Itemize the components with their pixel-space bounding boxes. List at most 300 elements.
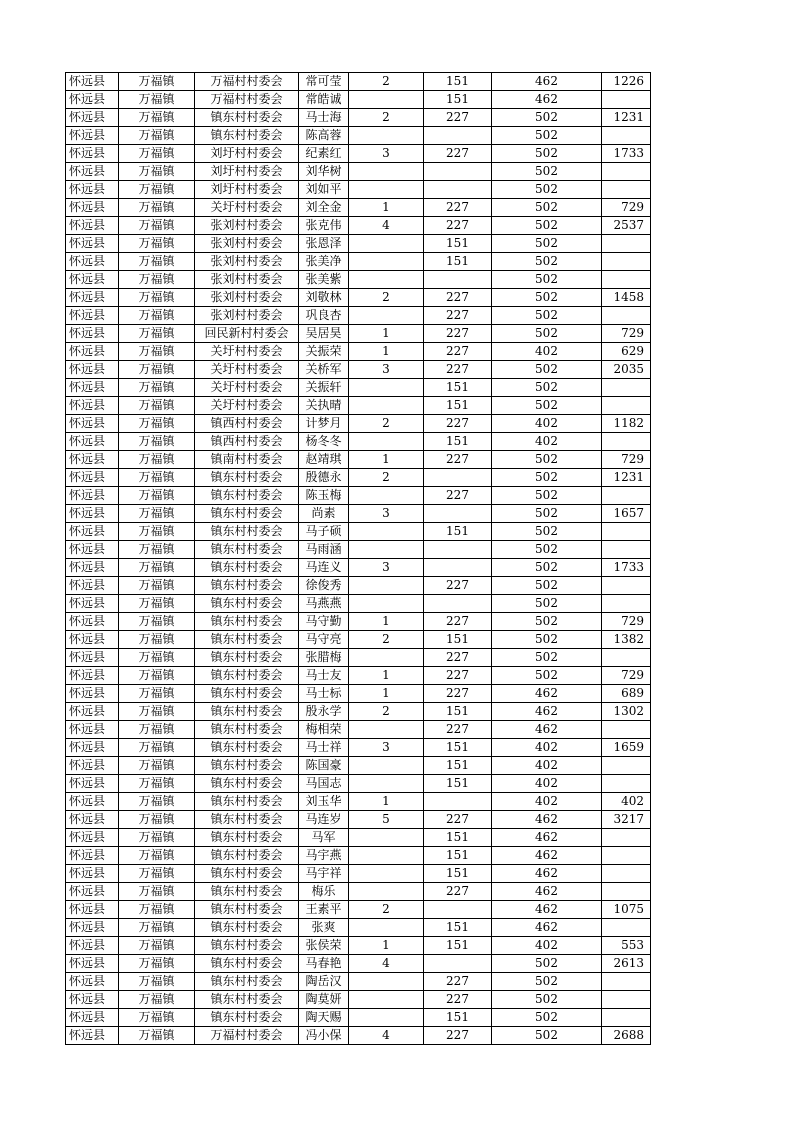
household-size-cell [349, 181, 424, 199]
table-row [66, 811, 651, 829]
name-cell: 刘全金 [299, 199, 349, 217]
name-cell: 马雨涵 [299, 541, 349, 559]
amount-a-cell [424, 541, 492, 559]
county-cell: 怀远县 [66, 343, 119, 361]
name-cell: 陶天赐 [299, 1009, 349, 1027]
household-size-cell [349, 433, 424, 451]
household-size-cell: 3 [349, 559, 424, 577]
town-cell: 万福镇 [119, 325, 195, 343]
county-cell: 怀远县 [66, 361, 119, 379]
name-cell: 张恩泽 [299, 235, 349, 253]
amount-b-cell: 462 [492, 919, 602, 937]
town-cell: 万福镇 [119, 433, 195, 451]
name-cell: 关执晴 [299, 397, 349, 415]
amount-a-cell [424, 271, 492, 289]
amount-a-cell: 227 [424, 415, 492, 433]
table-row [66, 397, 651, 415]
name-cell: 关振荣 [299, 343, 349, 361]
table-row [66, 109, 651, 127]
table-row [66, 361, 651, 379]
county-cell: 怀远县 [66, 631, 119, 649]
name-cell: 马守亮 [299, 631, 349, 649]
amount-b-cell: 502 [492, 991, 602, 1009]
town-cell: 万福镇 [119, 631, 195, 649]
name-cell: 冯小保 [299, 1027, 349, 1045]
name-cell: 殷永学 [299, 703, 349, 721]
village-cell: 镇东村村委会 [195, 829, 299, 847]
table-row [66, 955, 651, 973]
county-cell: 怀远县 [66, 919, 119, 937]
table-row [66, 667, 651, 685]
household-size-cell: 1 [349, 793, 424, 811]
table-row [66, 685, 651, 703]
household-size-cell [349, 523, 424, 541]
amount-a-cell: 227 [424, 307, 492, 325]
town-cell: 万福镇 [119, 217, 195, 235]
amount-b-cell: 502 [492, 595, 602, 613]
town-cell: 万福镇 [119, 667, 195, 685]
table-row [66, 703, 651, 721]
name-cell: 陶岳汉 [299, 973, 349, 991]
total-cell [602, 847, 651, 865]
county-cell: 怀远县 [66, 523, 119, 541]
total-cell [602, 307, 651, 325]
total-cell: 1302 [602, 703, 651, 721]
amount-b-cell: 502 [492, 253, 602, 271]
table-row [66, 487, 651, 505]
town-cell: 万福镇 [119, 253, 195, 271]
county-cell: 怀远县 [66, 649, 119, 667]
amount-b-cell: 402 [492, 433, 602, 451]
amount-b-cell: 502 [492, 199, 602, 217]
county-cell: 怀远县 [66, 613, 119, 631]
village-cell: 张刘村村委会 [195, 289, 299, 307]
name-cell: 陈玉梅 [299, 487, 349, 505]
name-cell: 刘玉华 [299, 793, 349, 811]
town-cell: 万福镇 [119, 919, 195, 937]
table-row [66, 829, 651, 847]
household-size-cell: 1 [349, 199, 424, 217]
village-cell: 镇东村村委会 [195, 127, 299, 145]
village-cell: 镇东村村委会 [195, 991, 299, 1009]
amount-b-cell: 402 [492, 793, 602, 811]
town-cell: 万福镇 [119, 235, 195, 253]
household-size-cell [349, 577, 424, 595]
county-cell: 怀远县 [66, 127, 119, 145]
amount-a-cell: 227 [424, 991, 492, 1009]
town-cell: 万福镇 [119, 829, 195, 847]
amount-b-cell: 502 [492, 397, 602, 415]
amount-b-cell: 462 [492, 865, 602, 883]
amount-b-cell: 402 [492, 415, 602, 433]
household-size-cell: 2 [349, 415, 424, 433]
household-size-cell [349, 973, 424, 991]
total-cell: 1226 [602, 73, 651, 91]
village-cell: 镇东村村委会 [195, 631, 299, 649]
table-row [66, 199, 651, 217]
village-cell: 镇东村村委会 [195, 595, 299, 613]
village-cell: 镇东村村委会 [195, 721, 299, 739]
town-cell: 万福镇 [119, 901, 195, 919]
table-row [66, 595, 651, 613]
town-cell: 万福镇 [119, 181, 195, 199]
total-cell [602, 523, 651, 541]
name-cell: 马燕燕 [299, 595, 349, 613]
county-cell: 怀远县 [66, 577, 119, 595]
amount-b-cell: 502 [492, 109, 602, 127]
household-size-cell [349, 919, 424, 937]
town-cell: 万福镇 [119, 379, 195, 397]
county-cell: 怀远县 [66, 1009, 119, 1027]
name-cell: 刘如平 [299, 181, 349, 199]
village-cell: 万福村村委会 [195, 91, 299, 109]
amount-b-cell: 462 [492, 91, 602, 109]
town-cell: 万福镇 [119, 109, 195, 127]
county-cell: 怀远县 [66, 451, 119, 469]
village-cell: 镇东村村委会 [195, 559, 299, 577]
amount-a-cell: 151 [424, 847, 492, 865]
town-cell: 万福镇 [119, 397, 195, 415]
amount-b-cell: 502 [492, 559, 602, 577]
household-size-cell: 5 [349, 811, 424, 829]
table-row [66, 721, 651, 739]
name-cell: 马守勤 [299, 613, 349, 631]
total-cell [602, 577, 651, 595]
amount-b-cell: 502 [492, 631, 602, 649]
amount-a-cell: 227 [424, 973, 492, 991]
amount-a-cell: 227 [424, 451, 492, 469]
table-row [66, 127, 651, 145]
name-cell: 常皓诚 [299, 91, 349, 109]
county-cell: 怀远县 [66, 991, 119, 1009]
amount-a-cell: 151 [424, 919, 492, 937]
village-cell: 张刘村村委会 [195, 271, 299, 289]
amount-a-cell: 151 [424, 91, 492, 109]
amount-a-cell: 151 [424, 757, 492, 775]
town-cell: 万福镇 [119, 649, 195, 667]
household-size-cell [349, 397, 424, 415]
town-cell: 万福镇 [119, 883, 195, 901]
table-row [66, 379, 651, 397]
total-cell [602, 775, 651, 793]
household-size-cell [349, 163, 424, 181]
amount-a-cell: 227 [424, 685, 492, 703]
county-cell: 怀远县 [66, 703, 119, 721]
table-row [66, 271, 651, 289]
amount-b-cell: 502 [492, 523, 602, 541]
town-cell: 万福镇 [119, 487, 195, 505]
total-cell [602, 487, 651, 505]
amount-b-cell: 502 [492, 181, 602, 199]
county-cell: 怀远县 [66, 937, 119, 955]
town-cell: 万福镇 [119, 451, 195, 469]
amount-b-cell: 502 [492, 505, 602, 523]
county-cell: 怀远县 [66, 433, 119, 451]
town-cell: 万福镇 [119, 145, 195, 163]
county-cell: 怀远县 [66, 595, 119, 613]
household-size-cell [349, 829, 424, 847]
town-cell: 万福镇 [119, 955, 195, 973]
amount-b-cell: 502 [492, 667, 602, 685]
village-cell: 镇东村村委会 [195, 685, 299, 703]
name-cell: 张美净 [299, 253, 349, 271]
amount-a-cell [424, 469, 492, 487]
household-size-cell [349, 91, 424, 109]
amount-b-cell: 462 [492, 901, 602, 919]
total-cell [602, 721, 651, 739]
county-cell: 怀远县 [66, 163, 119, 181]
amount-a-cell: 227 [424, 289, 492, 307]
town-cell: 万福镇 [119, 595, 195, 613]
total-cell [602, 919, 651, 937]
county-cell: 怀远县 [66, 829, 119, 847]
household-size-cell: 1 [349, 685, 424, 703]
town-cell: 万福镇 [119, 613, 195, 631]
table-row [66, 919, 651, 937]
name-cell: 计梦月 [299, 415, 349, 433]
total-cell: 402 [602, 793, 651, 811]
amount-a-cell [424, 901, 492, 919]
town-cell: 万福镇 [119, 991, 195, 1009]
amount-a-cell: 151 [424, 937, 492, 955]
county-cell: 怀远县 [66, 145, 119, 163]
household-size-cell: 1 [349, 343, 424, 361]
name-cell: 张爽 [299, 919, 349, 937]
table-row [66, 559, 651, 577]
total-cell: 629 [602, 343, 651, 361]
total-cell: 729 [602, 451, 651, 469]
amount-b-cell: 462 [492, 73, 602, 91]
total-cell [602, 253, 651, 271]
village-cell: 刘圩村村委会 [195, 163, 299, 181]
town-cell: 万福镇 [119, 361, 195, 379]
amount-b-cell: 502 [492, 487, 602, 505]
town-cell: 万福镇 [119, 739, 195, 757]
total-cell: 3217 [602, 811, 651, 829]
total-cell [602, 649, 651, 667]
amount-a-cell: 227 [424, 217, 492, 235]
household-size-cell [349, 865, 424, 883]
name-cell: 马连义 [299, 559, 349, 577]
amount-a-cell: 151 [424, 703, 492, 721]
amount-a-cell [424, 505, 492, 523]
amount-b-cell: 462 [492, 847, 602, 865]
household-size-cell: 3 [349, 145, 424, 163]
name-cell: 马士祥 [299, 739, 349, 757]
county-cell: 怀远县 [66, 883, 119, 901]
town-cell: 万福镇 [119, 937, 195, 955]
village-cell: 关圩村村委会 [195, 361, 299, 379]
town-cell: 万福镇 [119, 523, 195, 541]
name-cell: 陈高蓉 [299, 127, 349, 145]
village-cell: 镇东村村委会 [195, 883, 299, 901]
household-size-cell: 4 [349, 217, 424, 235]
village-cell: 张刘村村委会 [195, 307, 299, 325]
amount-a-cell: 151 [424, 775, 492, 793]
town-cell: 万福镇 [119, 163, 195, 181]
total-cell [602, 757, 651, 775]
county-cell: 怀远县 [66, 469, 119, 487]
household-size-cell [349, 649, 424, 667]
amount-a-cell: 151 [424, 739, 492, 757]
amount-b-cell: 502 [492, 955, 602, 973]
village-cell: 镇东村村委会 [195, 775, 299, 793]
county-cell: 怀远县 [66, 685, 119, 703]
total-cell: 729 [602, 199, 651, 217]
amount-a-cell: 227 [424, 613, 492, 631]
household-size-cell [349, 595, 424, 613]
table-row [66, 451, 651, 469]
amount-b-cell: 402 [492, 937, 602, 955]
county-cell: 怀远县 [66, 721, 119, 739]
total-cell [602, 379, 651, 397]
village-cell: 刘圩村村委会 [195, 145, 299, 163]
county-cell: 怀远县 [66, 199, 119, 217]
total-cell [602, 397, 651, 415]
household-size-cell [349, 1009, 424, 1027]
town-cell: 万福镇 [119, 1027, 195, 1045]
amount-b-cell: 502 [492, 307, 602, 325]
total-cell [602, 91, 651, 109]
village-cell: 镇东村村委会 [195, 469, 299, 487]
amount-b-cell: 502 [492, 649, 602, 667]
household-size-cell: 1 [349, 325, 424, 343]
name-cell: 关振轩 [299, 379, 349, 397]
total-cell: 729 [602, 613, 651, 631]
total-cell [602, 973, 651, 991]
table-row [66, 937, 651, 955]
county-cell: 怀远县 [66, 91, 119, 109]
table-row [66, 847, 651, 865]
amount-a-cell: 227 [424, 361, 492, 379]
amount-a-cell [424, 559, 492, 577]
amount-b-cell: 502 [492, 163, 602, 181]
amount-a-cell: 227 [424, 811, 492, 829]
table-row [66, 163, 651, 181]
table-row [66, 541, 651, 559]
name-cell: 殷德永 [299, 469, 349, 487]
village-cell: 关圩村村委会 [195, 379, 299, 397]
household-size-cell [349, 541, 424, 559]
name-cell: 马宇祥 [299, 865, 349, 883]
county-cell: 怀远县 [66, 235, 119, 253]
total-cell: 1231 [602, 469, 651, 487]
name-cell: 张克伟 [299, 217, 349, 235]
town-cell: 万福镇 [119, 685, 195, 703]
village-cell: 镇东村村委会 [195, 667, 299, 685]
table-row [66, 253, 651, 271]
county-cell: 怀远县 [66, 253, 119, 271]
name-cell: 陈国豪 [299, 757, 349, 775]
household-size-cell: 3 [349, 739, 424, 757]
household-size-cell [349, 235, 424, 253]
town-cell: 万福镇 [119, 541, 195, 559]
amount-a-cell: 227 [424, 145, 492, 163]
table-row [66, 649, 651, 667]
amount-b-cell: 502 [492, 1009, 602, 1027]
village-cell: 关圩村村委会 [195, 199, 299, 217]
amount-b-cell: 462 [492, 721, 602, 739]
county-cell: 怀远县 [66, 73, 119, 91]
amount-a-cell [424, 127, 492, 145]
total-cell [602, 541, 651, 559]
amount-b-cell: 402 [492, 757, 602, 775]
name-cell: 梅乐 [299, 883, 349, 901]
table-body [66, 73, 651, 1045]
amount-a-cell: 151 [424, 73, 492, 91]
village-cell: 镇东村村委会 [195, 739, 299, 757]
household-size-cell: 2 [349, 109, 424, 127]
household-size-cell: 3 [349, 361, 424, 379]
county-cell: 怀远县 [66, 415, 119, 433]
table-row [66, 775, 651, 793]
name-cell: 马国志 [299, 775, 349, 793]
amount-a-cell: 151 [424, 523, 492, 541]
amount-a-cell: 227 [424, 667, 492, 685]
household-size-cell: 3 [349, 505, 424, 523]
amount-a-cell [424, 163, 492, 181]
village-cell: 镇东村村委会 [195, 811, 299, 829]
amount-a-cell: 227 [424, 109, 492, 127]
amount-b-cell: 502 [492, 289, 602, 307]
amount-b-cell: 462 [492, 829, 602, 847]
total-cell [602, 127, 651, 145]
town-cell: 万福镇 [119, 73, 195, 91]
county-cell: 怀远县 [66, 955, 119, 973]
village-cell: 镇西村村委会 [195, 415, 299, 433]
county-cell: 怀远县 [66, 271, 119, 289]
town-cell: 万福镇 [119, 199, 195, 217]
village-cell: 镇东村村委会 [195, 505, 299, 523]
county-cell: 怀远县 [66, 865, 119, 883]
name-cell: 刘敬林 [299, 289, 349, 307]
table-row [66, 289, 651, 307]
county-cell: 怀远县 [66, 757, 119, 775]
total-cell: 1657 [602, 505, 651, 523]
total-cell [602, 235, 651, 253]
town-cell: 万福镇 [119, 1009, 195, 1027]
county-cell: 怀远县 [66, 181, 119, 199]
total-cell [602, 865, 651, 883]
county-cell: 怀远县 [66, 775, 119, 793]
household-size-cell: 1 [349, 937, 424, 955]
town-cell: 万福镇 [119, 343, 195, 361]
name-cell: 纪素红 [299, 145, 349, 163]
amount-a-cell [424, 793, 492, 811]
household-size-cell: 1 [349, 451, 424, 469]
amount-a-cell: 151 [424, 397, 492, 415]
name-cell: 张腊梅 [299, 649, 349, 667]
total-cell [602, 883, 651, 901]
table-row [66, 307, 651, 325]
county-cell: 怀远县 [66, 325, 119, 343]
table-row [66, 181, 651, 199]
name-cell: 尚素 [299, 505, 349, 523]
household-size-cell [349, 757, 424, 775]
table-row [66, 1009, 651, 1027]
amount-a-cell: 227 [424, 721, 492, 739]
total-cell: 2688 [602, 1027, 651, 1045]
amount-a-cell: 151 [424, 379, 492, 397]
total-cell: 1659 [602, 739, 651, 757]
household-size-cell [349, 883, 424, 901]
total-cell [602, 1009, 651, 1027]
amount-b-cell: 502 [492, 469, 602, 487]
amount-a-cell: 227 [424, 325, 492, 343]
county-cell: 怀远县 [66, 973, 119, 991]
village-cell: 镇西村村委会 [195, 433, 299, 451]
county-cell: 怀远县 [66, 541, 119, 559]
